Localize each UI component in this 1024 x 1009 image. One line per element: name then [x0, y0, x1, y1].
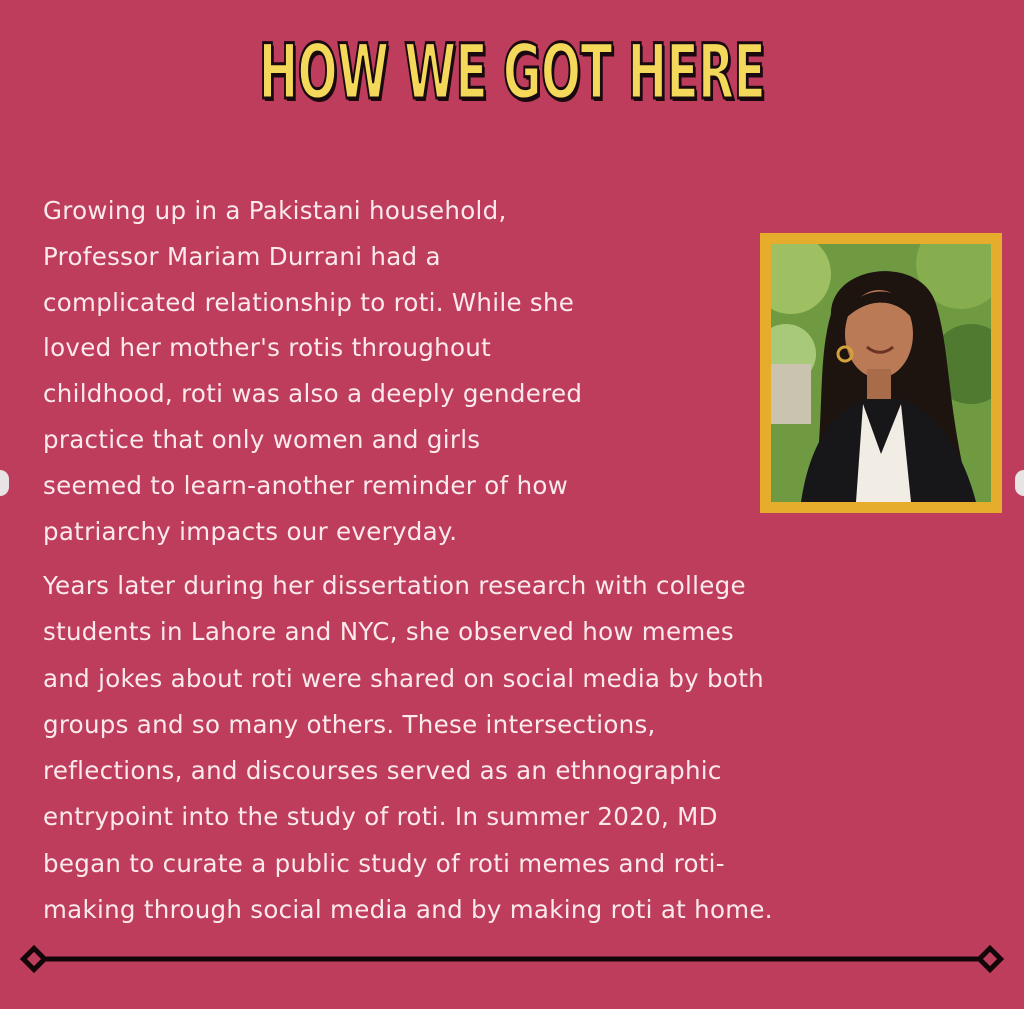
- text-line: students in Lahore and NYC, she observed how memes: [43, 617, 734, 647]
- section-divider: [0, 944, 1024, 974]
- text-line: and jokes about roti were shared on social media by both: [43, 663, 764, 693]
- portrait-frame: [760, 233, 1002, 513]
- text-line: Growing up in a Pakistani household,: [43, 196, 507, 225]
- research-paragraph: [43, 563, 1008, 933]
- next-slide-button[interactable]: [1015, 470, 1024, 496]
- text-line: entrypoint into the study of roti. In summer 2020, MD: [43, 802, 718, 832]
- text-line: began to curate a public study of roti memes and roti-: [43, 848, 725, 878]
- page-title: HOW WE GOT HERE: [258, 27, 766, 116]
- portrait-photo: [771, 244, 991, 502]
- text-line: childhood, roti was also a deeply gendered: [43, 379, 583, 409]
- text-line: Years later during her dissertation research with college: [43, 571, 746, 600]
- text-line: Professor Mariam Durrani had a: [43, 241, 441, 271]
- text-line: groups and so many others. These intersections,: [43, 709, 656, 739]
- text-line: seemed to learn-another reminder of how: [43, 470, 569, 500]
- intro-paragraph: [43, 188, 763, 554]
- text-line: complicated relationship to roti. While she: [43, 287, 575, 317]
- text-line: reflections, and discourses served as an ethnographic: [43, 756, 722, 786]
- text-line: loved her mother's rotis throughout: [43, 333, 491, 363]
- text-line: making through social media and by making roti at home.: [43, 895, 773, 925]
- portrait-illustration: [771, 244, 991, 502]
- text-line: practice that only women and girls: [43, 424, 481, 454]
- previous-slide-button[interactable]: [0, 470, 9, 496]
- text-line: patriarchy impacts our everyday.: [43, 516, 458, 546]
